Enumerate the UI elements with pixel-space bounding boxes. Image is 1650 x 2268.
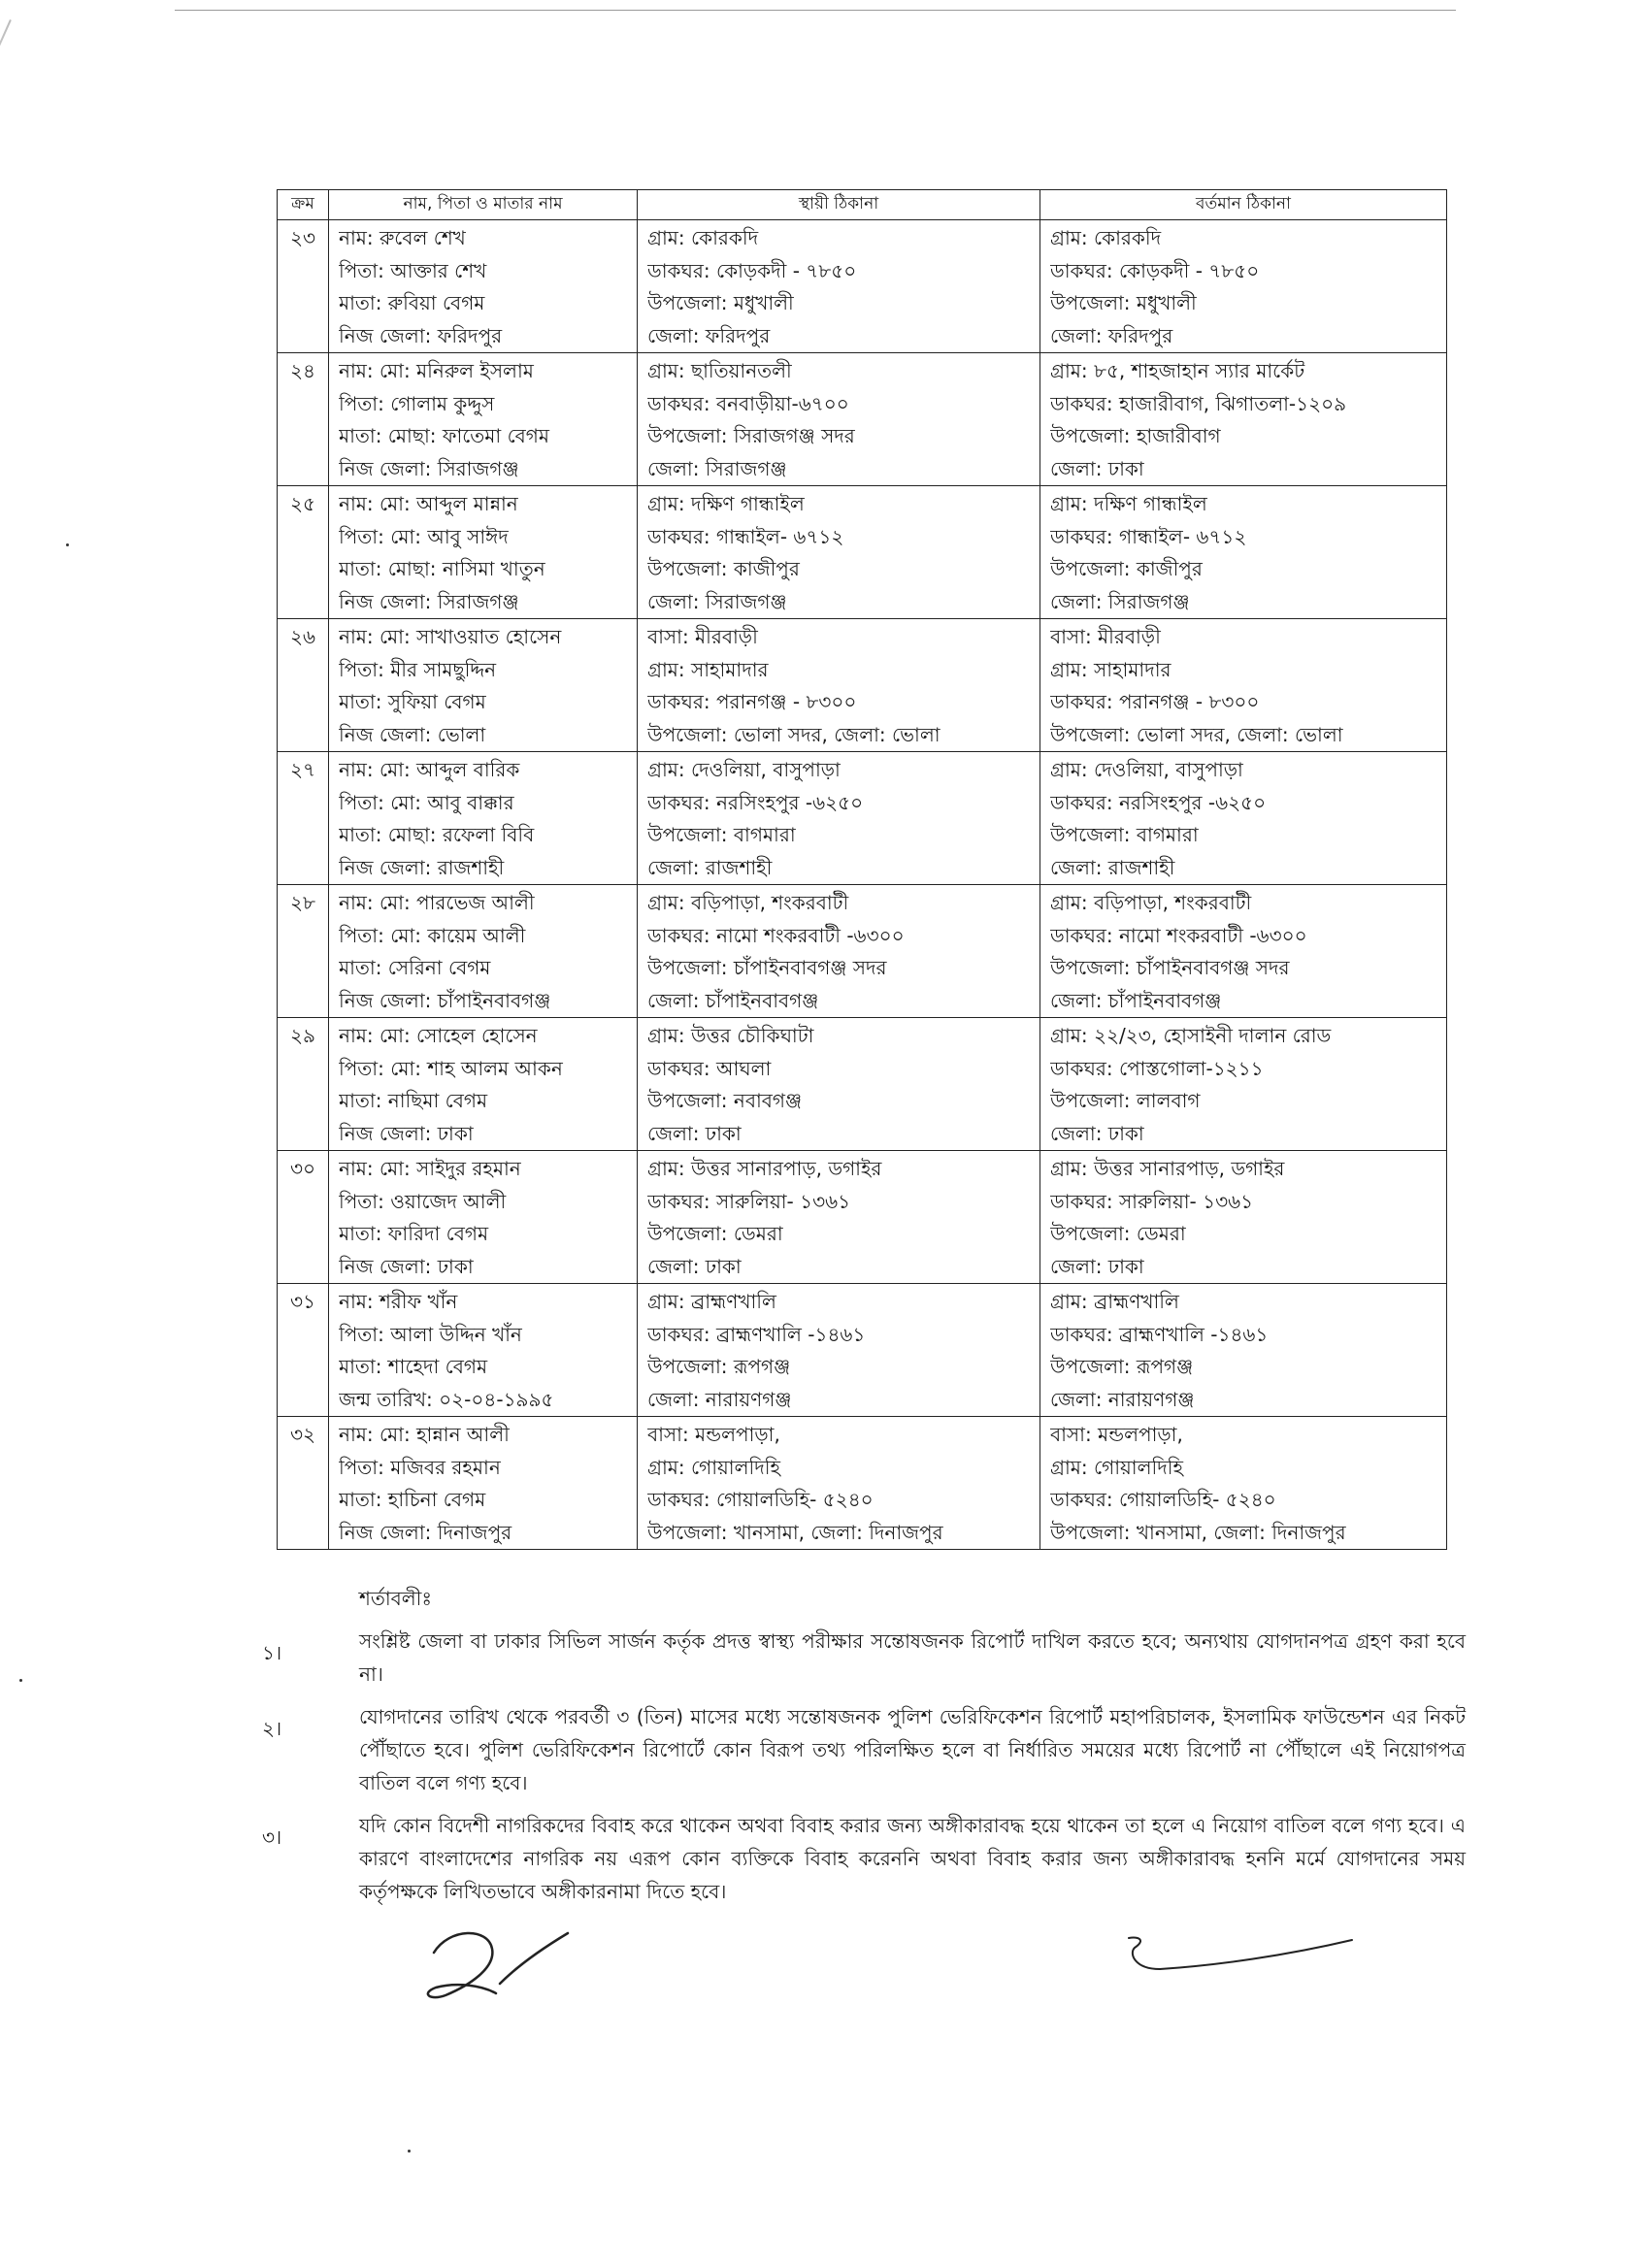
name-line: নিজ জেলা: দিনাজপুর [339, 1520, 512, 1544]
permanent-address-line: গ্রাম: কোরকদি [647, 226, 759, 249]
permanent-address-line: জেলা: সিরাজগঞ্জ [647, 456, 787, 480]
serial-cell: ২৯ [278, 1018, 329, 1151]
table-row [278, 619, 1447, 752]
permanent-address-line: জেলা: চাঁপাইনবাবগঞ্জ [647, 988, 819, 1012]
permanent-address-cell [638, 1151, 1040, 1284]
table-row [278, 1018, 1447, 1151]
permanent-address-cell [638, 752, 1040, 885]
permanent-address-line: উপজেলা: মধুখালী [647, 291, 794, 314]
condition-number: ১। [262, 1641, 282, 1664]
name-cell [329, 1417, 638, 1550]
name-line: মাতা: শাহেদা বেগম [339, 1355, 488, 1378]
name-line: নাম: মো: আব্দুল বারিক [339, 758, 520, 781]
name-line: জন্ম তারিখ: ০২-০৪-১৯৯৫ [339, 1387, 554, 1411]
present-address-line: জেলা: নারায়ণগঞ্জ [1050, 1387, 1195, 1411]
present-address-line: ডাকঘর: পরানগঞ্জ - ৮৩০০ [1050, 690, 1260, 713]
present-address-line: উপজেলা: রূপগঞ্জ [1050, 1355, 1194, 1378]
present-address-line: উপজেলা: বাগমারা [1050, 823, 1199, 846]
permanent-address-line: গ্রাম: সাহামাদার [647, 657, 769, 681]
name-line: পিতা: গোলাম কুদ্দুস [339, 391, 495, 415]
permanent-address-line: বাসা: মন্ডলপাড়া, [647, 1423, 780, 1446]
permanent-address-line: জেলা: রাজশাহী [647, 855, 773, 879]
serial-cell: ২৬ [278, 619, 329, 752]
present-address-line: গ্রাম: ব্রাহ্মণখালি [1050, 1290, 1179, 1313]
table-row [278, 1417, 1447, 1550]
name-line: নিজ জেলা: ঢাকা [339, 1254, 474, 1278]
present-address-line: জেলা: ঢাকা [1050, 1121, 1144, 1145]
present-address-line: জেলা: ঢাকা [1050, 1254, 1144, 1278]
present-address-cell [1040, 486, 1447, 619]
name-line: নাম: মো: সোহেল হোসেন [339, 1024, 538, 1047]
present-address-line: ডাকঘর: হাজারীবাগ, ঝিগাতলা-১২০৯ [1050, 391, 1347, 415]
name-line: নাম: রুবেল শেখ [339, 226, 466, 249]
present-address-line: গ্রাম: সাহামাদার [1050, 657, 1172, 681]
name-line: পিতা: মো: আবু সাঈদ [339, 524, 509, 548]
permanent-address-line: ডাকঘর: সারুলিয়া- ১৩৬১ [647, 1189, 851, 1213]
name-line: পিতা: আলা উদ্দিন খাঁন [339, 1322, 522, 1346]
present-address-line: ডাকঘর: পোস্তগোলা-১২১১ [1050, 1056, 1264, 1080]
serial-cell: ৩২ [278, 1417, 329, 1550]
permanent-address-line: উপজেলা: ডেমরা [647, 1222, 783, 1245]
page-edge-fold [0, 19, 12, 233]
permanent-address-line: ডাকঘর: বনবাড়ীয়া-৬৭০০ [647, 391, 849, 415]
serial-cell: ৩১ [278, 1284, 329, 1417]
name-line: নিজ জেলা: ফরিদপুর [339, 323, 503, 347]
condition-item [252, 1625, 1466, 1691]
table-header-row [278, 190, 1447, 220]
name-line: নাম: মো: সাখাওয়াত হোসেন [339, 625, 562, 648]
present-address-line: উপজেলা: লালবাগ [1050, 1089, 1201, 1112]
permanent-address-cell [638, 619, 1040, 752]
table-row [278, 885, 1447, 1018]
name-line: নাম: মো: সাইদুর রহমান [339, 1157, 521, 1180]
header-permanent-address: স্থায়ী ঠিকানা [638, 190, 1040, 220]
name-line: নিজ জেলা: সিরাজগঞ্জ [339, 589, 519, 613]
permanent-address-line: জেলা: সিরাজগঞ্জ [647, 589, 787, 613]
name-line: নাম: মো: পারভেজ আলী [339, 891, 535, 914]
permanent-address-line: গ্রাম: ছাতিয়ানতলী [647, 359, 792, 382]
name-line: নিজ জেলা: ঢাকা [339, 1121, 474, 1145]
present-address-line: ডাকঘর: ব্রাহ্মণখালি -১৪৬১ [1050, 1322, 1269, 1346]
permanent-address-line: উপজেলা: বাগমারা [647, 823, 796, 846]
serial-cell: ২৭ [278, 752, 329, 885]
condition-text: যোগদানের তারিখ থেকে পরবর্তী ৩ (তিন) মাসের মধ্যে সন্তোষজনক পুলিশ ভেরিফিকেশন রিপোর্ট মহাপরিচালক, ইসলামিক ফাউন্ডেশন এর নিকট পৌঁছাতে হবে। পুলিশ ভেরিফিকেশন রিপোর্টে কোন বিরূপ তথ্য পরিলক্ষিত হলে বা নির্ধারিত সময়ের মধ্যে রিপোর্ট না পৌঁছালে এই নিয়োগপত্র বাতিল বলে গণ্য হবে। [359, 1705, 1466, 1794]
name-cell [329, 353, 638, 486]
permanent-address-line: ডাকঘর: গান্ধাইল- ৬৭১২ [647, 524, 844, 548]
present-address-cell [1040, 619, 1447, 752]
candidate-table [277, 189, 1447, 1550]
present-address-cell [1040, 1284, 1447, 1417]
name-line: পিতা: মীর সামছুদ্দিন [339, 657, 497, 681]
name-cell [329, 220, 638, 353]
name-cell [329, 1284, 638, 1417]
name-cell [329, 619, 638, 752]
condition-text: যদি কোন বিদেশী নাগরিকদের বিবাহ করে থাকেন অথবা বিবাহ করার জন্য অঙ্গীকারাবদ্ধ হয়ে থাকেন তা হলে এ নিয়োগ বাতিল বলে গণ্য হবে। এ কারণে বাংলাদেশের নাগরিক নয় এরূপ কোন ব্যক্তিকে বিবাহ করেননি অথবা বিবাহ করার জন্য অঙ্গীকারাবদ্ধ হননি মর্মে যোগদানের সময় কর্তৃপক্ষকে লিখিতভাবে অঙ্গীকারনামা দিতে হবে। [359, 1814, 1466, 1903]
permanent-address-line: ডাকঘর: নরসিংহপুর -৬২৫০ [647, 790, 864, 814]
present-address-line: ডাকঘর: কোড়কদী - ৭৮৫০ [1050, 258, 1260, 282]
present-address-line: গ্রাম: বড়িপাড়া, শংকরবাটী [1050, 891, 1252, 914]
permanent-address-line: গ্রাম: দক্ষিণ গান্ধাইল [647, 492, 805, 515]
name-cell [329, 885, 638, 1018]
table-row [278, 353, 1447, 486]
name-line: নাম: শরীফ খাঁন [339, 1290, 458, 1313]
table-row [278, 752, 1447, 885]
permanent-address-cell [638, 1284, 1040, 1417]
permanent-address-line: ডাকঘর: পরানগঞ্জ - ৮৩০০ [647, 690, 857, 713]
name-line: পিতা: মো: আবু বাক্কার [339, 790, 514, 814]
table-row [278, 1151, 1447, 1284]
name-line: মাতা: নাছিমা বেগম [339, 1089, 488, 1112]
permanent-address-line: উপজেলা: সিরাজগঞ্জ সদর [647, 424, 855, 447]
name-line: মাতা: ফারিদা বেগম [339, 1222, 489, 1245]
permanent-address-line: গ্রাম: উত্তর সানারপাড়, ডগাইর [647, 1157, 882, 1180]
name-line: মাতা: মোছা: রফেলা বিবি [339, 823, 535, 846]
present-address-cell [1040, 752, 1447, 885]
present-address-line: উপজেলা: ডেমরা [1050, 1222, 1186, 1245]
name-line: মাতা: সুফিয়া বেগম [339, 690, 486, 713]
permanent-address-line: ডাকঘর: আঘলা [647, 1056, 772, 1080]
header-name: নাম, পিতা ও মাতার নাম [329, 190, 638, 220]
table-row [278, 220, 1447, 353]
permanent-address-line: উপজেলা: কাজীপুর [647, 557, 800, 580]
permanent-address-line: ডাকঘর: নামো শংকরবাটী -৬৩০০ [647, 923, 905, 947]
present-address-line: ডাকঘর: নরসিংহপুর -৬২৫০ [1050, 790, 1267, 814]
name-line: পিতা: মজিবর রহমান [339, 1455, 501, 1479]
permanent-address-line: গ্রাম: দেওলিয়া, বাসুপাড়া [647, 758, 841, 781]
conditions-heading: শর্তাবলীঃ [359, 1587, 433, 1610]
serial-cell: ২৪ [278, 353, 329, 486]
present-address-line: ডাকঘর: সারুলিয়া- ১৩৬১ [1050, 1189, 1254, 1213]
present-address-line: জেলা: ফরিদপুর [1050, 323, 1173, 347]
scan-speck [66, 543, 69, 546]
present-address-cell [1040, 1417, 1447, 1550]
present-address-line: উপজেলা: ভোলা সদর, জেলা: ভোলা [1050, 722, 1343, 746]
name-cell [329, 1018, 638, 1151]
present-address-line: উপজেলা: মধুখালী [1050, 291, 1197, 314]
table-row [278, 1284, 1447, 1417]
name-cell [329, 1151, 638, 1284]
present-address-line: উপজেলা: চাঁপাইনবাবগঞ্জ সদর [1050, 956, 1290, 979]
table-body [278, 220, 1447, 1550]
permanent-address-line: জেলা: ফরিদপুর [647, 323, 771, 347]
permanent-address-line: জেলা: নারায়ণগঞ্জ [647, 1387, 792, 1411]
present-address-cell [1040, 220, 1447, 353]
present-address-cell [1040, 1151, 1447, 1284]
condition-text: সংশ্লিষ্ট জেলা বা ঢাকার সিভিল সার্জন কর্তৃক প্রদত্ত স্বাস্থ্য পরীক্ষার সন্তোষজনক রিপোর্ট দাখিল করতে হবে; অন্যথায় যোগদানপত্র গ্রহণ করা হবে না। [359, 1629, 1466, 1686]
name-line: মাতা: মোছা: নাসিমা খাতুন [339, 557, 545, 580]
permanent-address-cell [638, 353, 1040, 486]
name-line: মাতা: হাচিনা বেগম [339, 1488, 486, 1511]
table-row [278, 486, 1447, 619]
present-address-line: উপজেলা: খানসামা, জেলা: দিনাজপুর [1050, 1520, 1346, 1544]
name-cell [329, 752, 638, 885]
present-address-line: জেলা: রাজশাহী [1050, 855, 1175, 879]
permanent-address-line: উপজেলা: নবাবগঞ্জ [647, 1089, 803, 1112]
permanent-address-line: ডাকঘর: ব্রাহ্মণখালি -১৪৬১ [647, 1322, 866, 1346]
present-address-cell [1040, 353, 1447, 486]
present-address-line: ডাকঘর: নামো শংকরবাটী -৬৩০০ [1050, 923, 1307, 947]
present-address-line: জেলা: ঢাকা [1050, 456, 1144, 480]
condition-number: ৩। [262, 1825, 282, 1849]
permanent-address-line: জেলা: ঢাকা [647, 1121, 742, 1145]
condition-item [252, 1700, 1466, 1799]
present-address-line: গ্রাম: দক্ষিণ গান্ধাইল [1050, 492, 1207, 515]
present-address-line: ডাকঘর: গান্ধাইল- ৬৭১২ [1050, 524, 1247, 548]
permanent-address-line: গ্রাম: উত্তর চৌকিঘাটা [647, 1024, 814, 1047]
name-line: নাম: মো: মনিরুল ইসলাম [339, 359, 534, 382]
permanent-address-line: উপজেলা: খানসামা, জেলা: দিনাজপুর [647, 1520, 943, 1544]
permanent-address-line: ডাকঘর: গোয়ালডিহি- ৫২৪০ [647, 1488, 874, 1511]
present-address-line: ডাকঘর: গোয়ালডিহি- ৫২৪০ [1050, 1488, 1276, 1511]
condition-number: ২। [262, 1717, 282, 1740]
name-line: পিতা: আক্তার শেখ [339, 258, 487, 282]
header-serial: ক্রম [278, 190, 329, 220]
present-address-line: বাসা: মীরবাড়ী [1050, 625, 1161, 648]
name-line: নিজ জেলা: সিরাজগঞ্জ [339, 456, 519, 480]
present-address-line: গ্রাম: গোয়ালদিহি [1050, 1455, 1183, 1479]
permanent-address-line: ডাকঘর: কোড়কদী - ৭৮৫০ [647, 258, 857, 282]
name-line: পিতা: মো: কায়েম আলী [339, 923, 526, 947]
present-address-line: বাসা: মন্ডলপাড়া, [1050, 1423, 1183, 1446]
name-cell [329, 486, 638, 619]
present-address-line: উপজেলা: কাজীপুর [1050, 557, 1203, 580]
present-address-line: গ্রাম: কোরকদি [1050, 226, 1162, 249]
name-line: নিজ জেলা: চাঁপাইনবাবগঞ্জ [339, 988, 551, 1012]
permanent-address-line: বাসা: মীরবাড়ী [647, 625, 758, 648]
signature-left [412, 1922, 578, 2014]
present-address-line: জেলা: চাঁপাইনবাবগঞ্জ [1050, 988, 1222, 1012]
permanent-address-line: গ্রাম: বড়িপাড়া, শংকরবাটী [647, 891, 849, 914]
name-line: পিতা: ওয়াজেদ আলী [339, 1189, 507, 1213]
permanent-address-line: উপজেলা: রূপগঞ্জ [647, 1355, 791, 1378]
scan-speck [19, 1679, 22, 1682]
present-address-line: জেলা: সিরাজগঞ্জ [1050, 589, 1190, 613]
page-edge-top [175, 10, 1456, 11]
name-line: মাতা: মোছা: ফাতেমা বেগম [339, 424, 550, 447]
present-address-line: গ্রাম: উত্তর সানারপাড়, ডগাইর [1050, 1157, 1285, 1180]
name-line: নাম: মো: আব্দুল মান্নান [339, 492, 518, 515]
present-address-line: উপজেলা: হাজারীবাগ [1050, 424, 1221, 447]
signature-right [1121, 1926, 1364, 1985]
permanent-address-cell [638, 220, 1040, 353]
name-line: মাতা: রুবিয়া বেগম [339, 291, 485, 314]
condition-item [252, 1809, 1466, 1908]
permanent-address-cell [638, 486, 1040, 619]
scan-speck [408, 2150, 411, 2153]
name-line: মাতা: সেরিনা বেগম [339, 956, 491, 979]
permanent-address-line: উপজেলা: ভোলা সদর, জেলা: ভোলা [647, 722, 940, 746]
serial-cell: ২৩ [278, 220, 329, 353]
conditions-section [252, 1582, 1466, 1918]
permanent-address-line: উপজেলা: চাঁপাইনবাবগঞ্জ সদর [647, 956, 887, 979]
permanent-address-line: গ্রাম: ব্রাহ্মণখালি [647, 1290, 776, 1313]
serial-cell: ৩০ [278, 1151, 329, 1284]
present-address-cell [1040, 885, 1447, 1018]
present-address-line: গ্রাম: ৮৫, শাহজাহান স্যার মার্কেট [1050, 359, 1305, 382]
permanent-address-cell [638, 1018, 1040, 1151]
name-line: নাম: মো: হান্নান আলী [339, 1423, 510, 1446]
serial-cell: ২৮ [278, 885, 329, 1018]
present-address-cell [1040, 1018, 1447, 1151]
header-present-address: বর্তমান ঠিকানা [1040, 190, 1447, 220]
serial-cell: ২৫ [278, 486, 329, 619]
permanent-address-cell [638, 885, 1040, 1018]
present-address-line: গ্রাম: দেওলিয়া, বাসুপাড়া [1050, 758, 1243, 781]
name-line: পিতা: মো: শাহ আলম আকন [339, 1056, 563, 1080]
name-line: নিজ জেলা: ভোলা [339, 722, 486, 746]
permanent-address-line: জেলা: ঢাকা [647, 1254, 742, 1278]
permanent-address-line: গ্রাম: গোয়ালদিহি [647, 1455, 780, 1479]
name-line: নিজ জেলা: রাজশাহী [339, 855, 505, 879]
permanent-address-cell [638, 1417, 1040, 1550]
present-address-line: গ্রাম: ২২/২৩, হোসাইনী দালান রোড [1050, 1024, 1332, 1047]
